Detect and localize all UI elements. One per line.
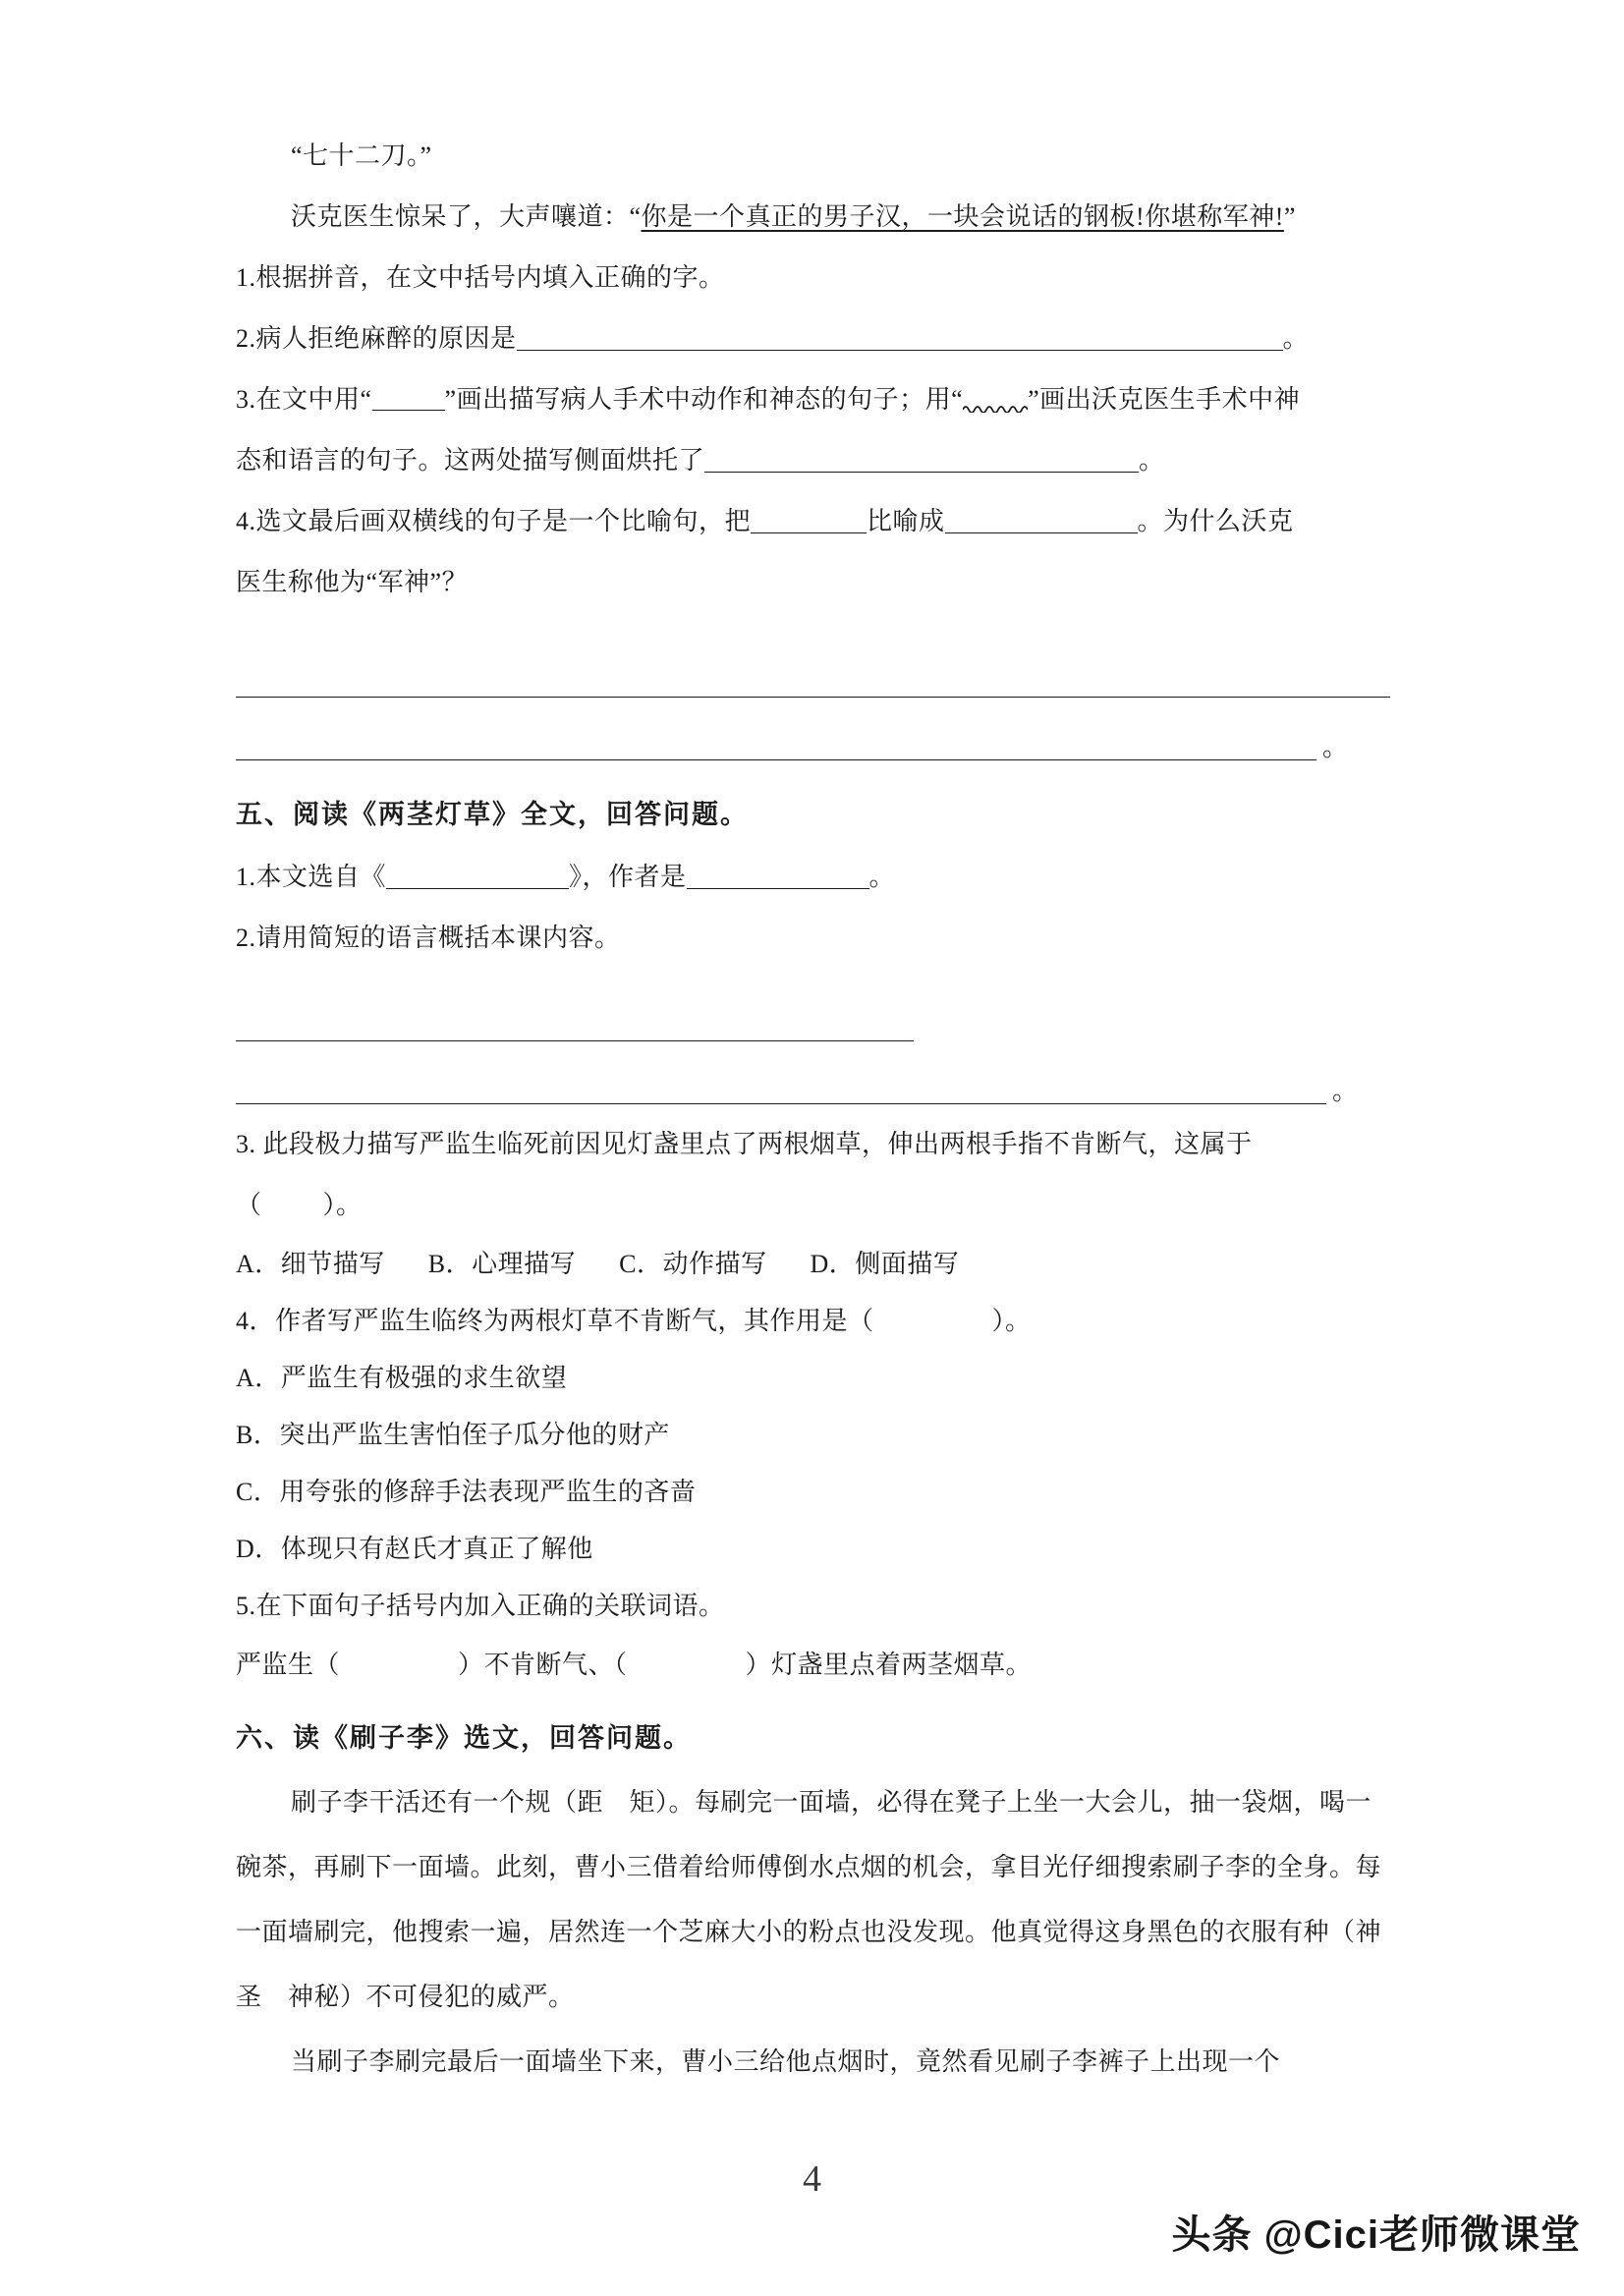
- passage-quote-line: “七十二刀。”: [291, 141, 432, 170]
- section-five-question-3-options: [236, 1236, 1390, 1293]
- watermark: 头条 @Cici老师微课堂: [1171, 2213, 1581, 2257]
- answer-line[interactable]: [236, 1040, 914, 1041]
- section-six-paragraph-2: 当刷子李刷完最后一面墙坐下来，曹小三给他点烟时，竟然看见刷子李裤子上出现一个: [291, 2047, 1281, 2076]
- question-3-part-1: 3.在文中用“: [236, 385, 372, 414]
- question-1: 1.根据拼音，在文中括号内填入正确的字。: [236, 263, 725, 292]
- question-2-prefix: 2.病人拒绝麻醉的原因是: [236, 324, 517, 353]
- narration-prefix: 沃克医生惊呆了，大声嚷道：“: [291, 202, 642, 231]
- section-five-question-5: 5.在下面句子括号内加入正确的关联词语。: [236, 1592, 725, 1620]
- section-five-question-5-sentence: [236, 1635, 1390, 1696]
- s5-q3-option-a[interactable]: A．细节描写: [236, 1250, 385, 1278]
- s5-q4-option-d-row: [236, 1521, 1390, 1578]
- narration-underlined-quote: 你是一个真正的男子汉，一块会说话的钢板!你堪称军神!: [641, 202, 1284, 231]
- answer-line-period: 。: [1322, 733, 1349, 761]
- answer-line-period: 。: [1332, 1077, 1359, 1105]
- answer-line[interactable]: [236, 1103, 1326, 1104]
- s5-q5-sentence-part-1: 严监生（: [236, 1651, 341, 1679]
- section-five-question-2: 2.请用简短的语言概括本课内容。: [236, 924, 621, 952]
- section-five-heading: 五、阅读《两茎灯草》全文，回答问题。: [236, 800, 749, 829]
- section-six-heading: 六、读《刷子李》选文，回答问题。: [236, 1723, 692, 1753]
- s5-q4-option-b-row: [236, 1407, 1390, 1464]
- question-2-blank[interactable]: [517, 330, 1283, 351]
- answer-line-row-1: [236, 635, 1390, 698]
- section-six-paragraph-1: 刷子李干活还有一个规（距 矩）。每刷完一面墙，必得在凳子上坐一大会儿，抽一袋烟，喝一碗茶，再刷下一面墙。此刻，曹小三借着给师傅倒水点烟的机会，拿目光仔细搜索刷子李的全身。每一面墙刷完，他搜索一遍，居然连一个芝麻大小的粉点也没发现。他真觉得这身黑色的衣服有种（神圣 神秘）不可侵犯的威严。: [236, 1788, 1382, 2011]
- question-3-blank[interactable]: [704, 452, 1139, 473]
- section-five-question-3-line-2: [236, 1175, 1390, 1236]
- section-five-question-4-stem: [236, 1293, 1390, 1350]
- question-4-part-2: 比喻成: [867, 507, 945, 535]
- question-4-part-3: 。为什么沃克: [1137, 507, 1294, 535]
- answer-line[interactable]: [236, 759, 1316, 760]
- answer-line-row-2: [236, 698, 1390, 760]
- s5-q3-option-b[interactable]: B．心理描写: [427, 1250, 577, 1278]
- s5-q4-option-a[interactable]: A．严监生有极强的求生欲望: [236, 1364, 568, 1392]
- s5-q4-option-a-row: [236, 1350, 1390, 1407]
- section-five-question-1: [236, 847, 1390, 908]
- s5-q4-stem-prefix: 4．作者写严监生临终为两根灯草不肯断气，其作用是（: [236, 1307, 874, 1335]
- question-4-part-1: 4.选文最后画双横线的句子是一个比喻句，把: [236, 507, 752, 535]
- question-4-blank-a[interactable]: [751, 513, 867, 533]
- s5-q1-middle: 》，作者是: [569, 863, 687, 891]
- page-number: 4: [803, 2158, 821, 2200]
- s5-q1-prefix: 1.本文选自《: [236, 863, 387, 891]
- question-4-line-1: [236, 491, 1390, 552]
- s5-q5-sentence-part-2: ）不肯断气、（: [458, 1651, 628, 1679]
- s5-q3-option-c[interactable]: C．动作描写: [619, 1250, 767, 1278]
- straight-underline-mark-icon: [372, 392, 445, 411]
- s5-q3-paren-open: （: [236, 1191, 262, 1219]
- section-five-question-3-line-1: 3. 此段极力描写严监生临死前因见灯盏里点了两根烟草，伸出两根手指不肯断气，这属于: [236, 1130, 1253, 1158]
- question-3-part-3: ”画出沃克医生手术中神: [1028, 385, 1301, 414]
- s5-answer-line-row-1: [236, 979, 1390, 1041]
- answer-line[interactable]: [236, 697, 1390, 698]
- s5-q4-option-c[interactable]: C．用夸张的修辞手法表现严监生的吝啬: [236, 1478, 697, 1506]
- question-3-line-2-suffix: 。: [1139, 446, 1165, 475]
- page-body: [236, 126, 1390, 2095]
- wavy-underline-mark-icon: [963, 393, 1028, 411]
- s5-q4-option-b[interactable]: B．突出严监生害怕侄子瓜分他的财产: [236, 1421, 670, 1449]
- s5-q3-option-d[interactable]: D．侧面描写: [810, 1250, 960, 1278]
- question-2: [236, 308, 1390, 369]
- question-4-blank-b[interactable]: [945, 513, 1138, 533]
- s5-q5-sentence-part-3: ）灯盏里点着两茎烟草。: [745, 1651, 1033, 1679]
- s5-q1-suffix: 。: [868, 863, 896, 891]
- question-3-part-2: ”画出描写病人手术中动作和神态的句子；用“: [444, 385, 964, 414]
- narration-suffix: ”: [1283, 202, 1296, 231]
- question-3-line-2-prefix: 态和语言的句子。这两处描写侧面烘托了: [236, 446, 705, 475]
- s5-q4-option-c-row: [236, 1464, 1390, 1521]
- question-2-suffix: 。: [1282, 324, 1310, 353]
- s5-q1-blank-author[interactable]: [687, 868, 869, 889]
- question-4-line-2: 医生称他为“军神”？: [236, 568, 469, 596]
- s5-q4-option-d[interactable]: D．体现只有赵氏才真正了解他: [236, 1535, 593, 1563]
- s5-q4-stem-suffix: ）。: [991, 1307, 1032, 1335]
- s5-q3-paren-close: ）。: [322, 1191, 363, 1219]
- question-3-line-2: [236, 430, 1390, 491]
- s5-q1-blank-source[interactable]: [386, 868, 569, 889]
- passage-narration-line: [236, 187, 1390, 248]
- question-3-line-1: [236, 369, 1390, 430]
- s5-answer-line-row-2: [236, 1041, 1390, 1104]
